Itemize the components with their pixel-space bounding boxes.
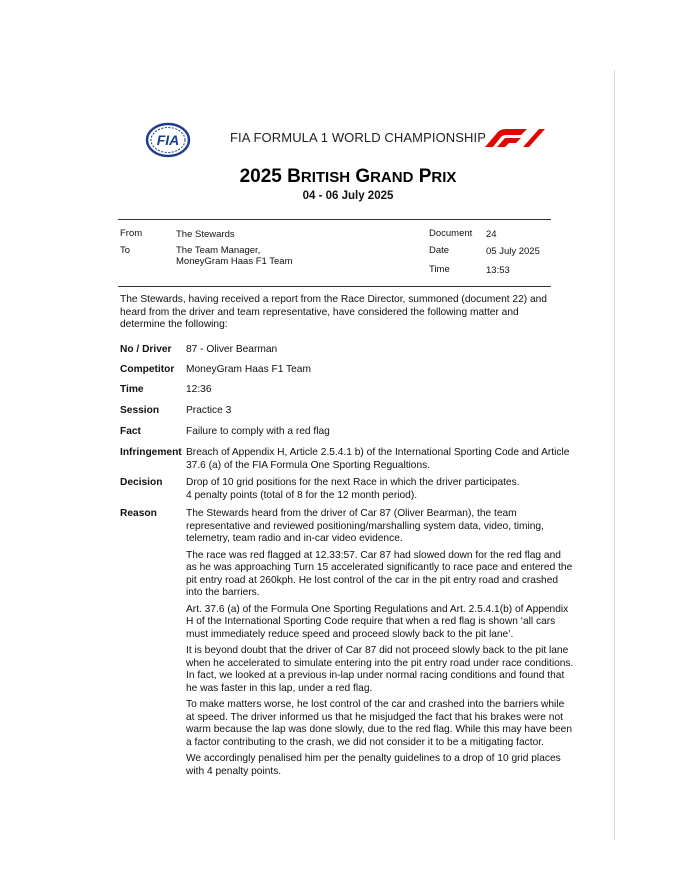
- to-label: To: [120, 245, 131, 256]
- incident-time-value: 12:36: [186, 384, 212, 395]
- session-value: Practice 3: [186, 405, 232, 416]
- divider-bottom: [118, 286, 551, 287]
- intro-paragraph: The Stewards, having received a report from the Race Director, summoned (document 22) and heard from the driver and team representative, have considered the following matter and determine the following:: [120, 294, 547, 330]
- competitor-label: Competitor: [120, 364, 175, 375]
- to-value: [176, 246, 293, 267]
- decision-label: Decision: [120, 477, 163, 488]
- to-value-line2: MoneyGram Haas F1 Team: [176, 255, 293, 267]
- session-label: Session: [120, 405, 160, 416]
- document-header: [0, 120, 696, 160]
- reason-paragraph: To make matters worse, he lost control of the car and crashed into the barriers while at speed. The driver informed us that he misjudged the fact that his brakes were not warm because the lap was done slowly, due to the red flag. While this may have been a factor contributing to the crash, we did not consider it to be a mitigating factor.: [186, 699, 573, 748]
- reason-paragraph: Art. 37.6 (a) of the Formula One Sporting Regulations and Art. 2.5.4.1(b) of Appendix H of the International Sporting Code require that when a red flag is shown ‘all cars must immediately reduce speed and proceed slowly back to the pit lane’.: [186, 603, 569, 640]
- reason-paragraph: It is beyond doubt that the driver of Car 87 did not proceed slowly back to the pit lane when he accelerated to simulate entering into the pit entry road under race conditions. In fact, we looked at a previous in-lap under normal racing conditions and found that he was faster in this lap, under a red flag.: [186, 645, 574, 694]
- from-label: From: [120, 228, 143, 239]
- reason-paragraph: The race was red flagged at 12.33:57. Car 87 had slowed down for the red flag and as he was approaching Turn 15 accelerated significantly to race pace and entered the pit entry road at 260kph. He lost control of the car in the pit entry road and crashed into the barriers.: [186, 549, 573, 598]
- infringement-label: Infringement: [120, 447, 182, 458]
- document-label: Document: [429, 228, 473, 239]
- title-grand: GRAND: [355, 166, 414, 187]
- from-value: The Stewards: [176, 229, 235, 240]
- title-british: BRITISH: [287, 166, 351, 187]
- driver-value: 87 - Oliver Bearman: [186, 344, 278, 355]
- competitor-value: MoneyGram Haas F1 Team: [186, 364, 311, 375]
- driver-label: No / Driver: [120, 344, 172, 355]
- fact-value: Failure to comply with a red flag: [186, 426, 330, 437]
- title-year: 2025: [239, 166, 282, 187]
- reason-label: Reason: [120, 508, 157, 519]
- to-value-line1: The Team Manager,: [176, 245, 261, 256]
- date-label: Date: [429, 245, 450, 256]
- decision-value: [186, 477, 574, 502]
- championship-name: FIA FORMULA 1 WORLD CHAMPIONSHIP: [230, 130, 487, 145]
- divider-top: [118, 219, 551, 220]
- decision-line1: Drop of 10 grid positions for the next Race in which the driver participates.: [186, 477, 520, 488]
- fia-logo-icon: [145, 122, 191, 158]
- f1-logo-icon: [483, 128, 545, 148]
- decision-line2: 4 penalty points (total of 8 for the 12 month period).: [186, 489, 418, 501]
- document-value: 24: [486, 229, 497, 240]
- time-value: 13:53: [486, 265, 510, 276]
- reason-text: [186, 508, 574, 782]
- reason-paragraph: The Stewards heard from the driver of Car 87 (Oliver Bearman), the team representative and reviewed positioning/marshalling system data, video, timing, telemetry, team radio and in-car video evidence.: [186, 508, 544, 544]
- title-prix: PRIX: [418, 166, 457, 187]
- event-title: [0, 166, 696, 188]
- time-label: Time: [429, 264, 450, 275]
- fia-logo-text: FIA: [156, 132, 180, 148]
- incident-time-label: Time: [120, 384, 144, 395]
- fact-label: Fact: [120, 426, 141, 437]
- event-dates: 04 - 06 July 2025: [302, 190, 394, 202]
- date-value: 05 July 2025: [486, 246, 540, 257]
- reason-paragraph: We accordingly penalised him per the penalty guidelines to a drop of 10 grid places with 4 penalty points.: [186, 753, 561, 777]
- infringement-value: Breach of Appendix H, Article 2.5.4.1 b) of the International Sporting Code and Article 37.6 (a) of the FIA Formula One Sporting Regualtions.: [186, 447, 570, 471]
